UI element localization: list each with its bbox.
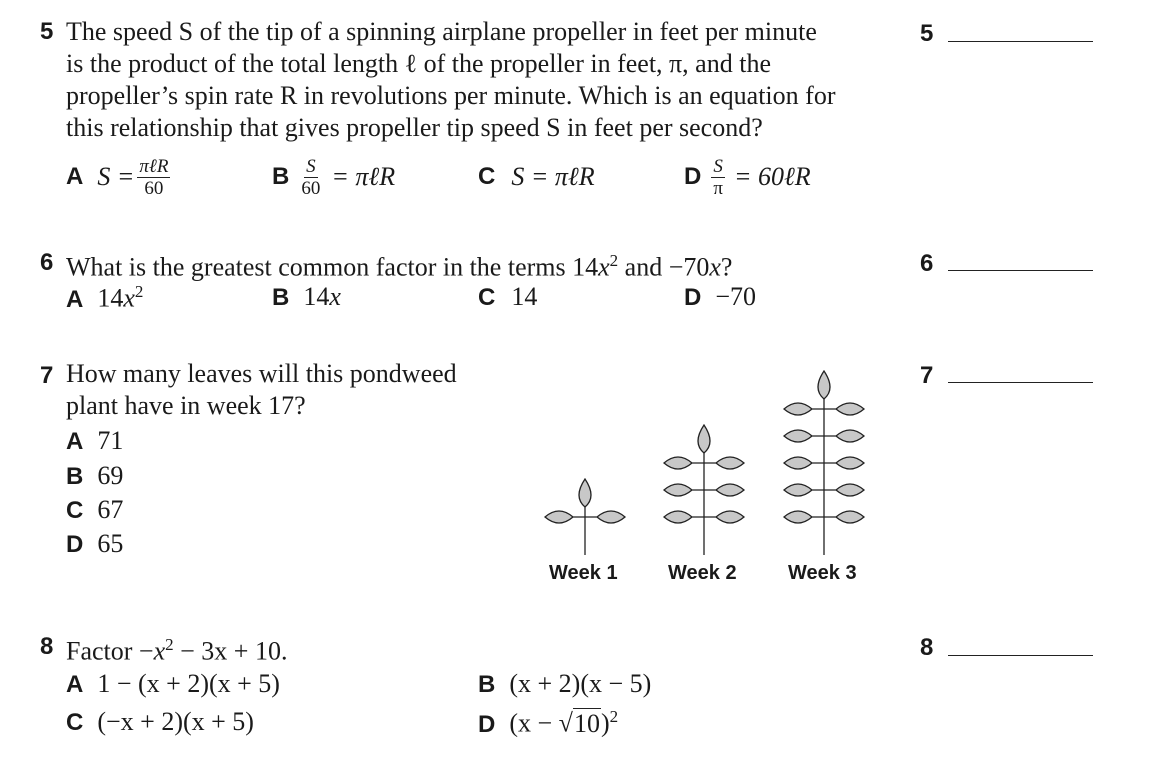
choice-letter: C — [66, 497, 84, 524]
question-6-var-1: x — [598, 252, 610, 282]
leaf-left — [664, 484, 704, 496]
fraction-denominator: 60 — [301, 177, 321, 199]
leaf-left — [784, 403, 824, 415]
choice-5a-fraction — [137, 156, 170, 199]
choice-8d-radicand: 10 — [573, 708, 600, 738]
answer-label-7: 7 — [920, 362, 934, 389]
week-1-label: Week 1 — [549, 562, 618, 584]
question-6-text-before: What is the greatest common factor in the terms 14 — [66, 252, 599, 282]
choice-8a[interactable] — [66, 669, 280, 699]
question-7-text — [66, 358, 506, 422]
choice-7d[interactable] — [66, 529, 123, 559]
choice-5b-fraction — [299, 156, 322, 199]
choice-letter: D — [684, 163, 702, 190]
answer-line-5[interactable] — [948, 41, 1093, 42]
answer-line-7[interactable] — [948, 382, 1093, 383]
choice-letter: D — [66, 531, 84, 558]
choice-letter: B — [478, 671, 496, 698]
leaf-top — [579, 479, 591, 507]
leaf-right — [704, 457, 744, 469]
choice-5a[interactable] — [66, 155, 173, 199]
choice-5c-text: S = πℓR — [511, 162, 595, 191]
choice-7a-text: 71 — [97, 426, 124, 455]
choice-8d-exp: 2 — [609, 707, 619, 726]
choice-6b[interactable] — [272, 282, 341, 312]
leaf-left — [784, 430, 824, 442]
fraction-numerator: S — [306, 155, 316, 177]
sqrt-sign-icon: √ — [558, 708, 573, 738]
leaf-left — [664, 457, 704, 469]
question-8-var: x — [153, 636, 166, 666]
answer-line-6[interactable] — [948, 270, 1093, 271]
answer-label-6: 6 — [920, 250, 934, 277]
choice-letter: A — [66, 428, 84, 455]
choice-letter: C — [66, 709, 84, 736]
choice-5a-lhs: S = — [97, 162, 135, 191]
choice-6b-text — [303, 282, 341, 312]
answer-label-5: 5 — [920, 20, 934, 47]
choice-8b-text: (x + 2)(x − 5) — [509, 669, 652, 698]
choice-letter: C — [478, 163, 496, 190]
question-6-text-mid: and −70 — [618, 252, 710, 282]
answer-label-8: 8 — [920, 634, 934, 661]
choice-6b-var: x — [329, 282, 341, 311]
leaf-right — [704, 484, 744, 496]
choice-6a-text — [97, 282, 143, 314]
choice-5d[interactable] — [684, 155, 811, 199]
fraction-numerator: S — [713, 155, 723, 177]
choice-6c-text: 14 — [511, 282, 538, 311]
choice-5b[interactable] — [272, 155, 395, 199]
leaf-left — [784, 511, 824, 523]
choice-6a[interactable] — [66, 282, 143, 314]
choice-5d-rhs: = 60ℓR — [733, 162, 811, 191]
leaf-left — [784, 457, 824, 469]
pondweed-figure — [530, 355, 890, 595]
week-2-label: Week 2 — [668, 562, 737, 584]
choice-7b-text: 69 — [97, 461, 124, 490]
question-6-number: 6 — [40, 249, 54, 276]
choice-letter: D — [684, 284, 702, 311]
choice-letter: B — [66, 463, 84, 490]
question-8-text — [66, 629, 287, 668]
choice-8c[interactable] — [66, 707, 254, 737]
leaf-left — [784, 484, 824, 496]
choice-8d-text — [509, 707, 618, 739]
choice-8d[interactable] — [478, 707, 618, 739]
fraction-numerator: πℓR — [139, 155, 169, 177]
question-7-line-1: How many leaves will this pondweed — [66, 359, 457, 388]
leaf-right — [824, 430, 864, 442]
choice-8d-post: ) — [600, 708, 610, 738]
choice-7c-text: 67 — [97, 495, 124, 524]
choice-6c[interactable] — [478, 282, 537, 312]
choice-letter: A — [66, 163, 84, 190]
choice-5c[interactable] — [478, 155, 595, 199]
question-6-exponent: 2 — [609, 251, 619, 270]
choice-letter: D — [478, 710, 496, 738]
leaf-right — [824, 457, 864, 469]
question-5-line-1: The speed S of the tip of a spinning airplane propeller in feet per minute — [66, 17, 817, 46]
question-5-text — [66, 16, 896, 144]
choice-6a-exp: 2 — [134, 282, 144, 301]
pondweed-week-3 — [784, 371, 864, 555]
pondweed-week-2 — [664, 425, 744, 555]
leaf-right — [824, 511, 864, 523]
question-8-prompt-end: − 3x + 10. — [173, 636, 288, 666]
leaf-left — [664, 511, 704, 523]
question-6-text-end: ? — [720, 252, 733, 282]
choice-letter: C — [478, 284, 496, 311]
answer-line-8[interactable] — [948, 655, 1093, 656]
leaf-left — [545, 511, 585, 523]
choice-7c[interactable] — [66, 495, 123, 525]
choice-letter: A — [66, 285, 84, 313]
question-7-number: 7 — [40, 362, 54, 389]
choice-8a-text: 1 − (x + 2)(x + 5) — [97, 669, 280, 698]
leaf-right — [704, 511, 744, 523]
choice-6d[interactable] — [684, 282, 756, 312]
leaf-top — [818, 371, 830, 399]
question-8-number: 8 — [40, 633, 54, 660]
question-8-prompt-start: Factor − — [66, 636, 154, 666]
choice-8d-pre: (x − — [509, 708, 559, 738]
question-6-text — [66, 245, 732, 284]
pondweed-week-1 — [545, 479, 625, 555]
question-5-number: 5 — [40, 18, 54, 45]
question-5-line-4: this relationship that gives propeller tip speed S in feet per second? — [66, 113, 763, 142]
leaf-right — [824, 484, 864, 496]
leaf-right — [585, 511, 625, 523]
question-7-line-2: plant have in week 17? — [66, 391, 306, 420]
choice-6b-coef: 14 — [303, 282, 330, 311]
choice-7b[interactable] — [66, 461, 123, 491]
week-3-label: Week 3 — [788, 562, 857, 584]
choice-8c-text: (−x + 2)(x + 5) — [97, 707, 254, 736]
question-6-var-2: x — [709, 252, 721, 282]
choice-letter: B — [272, 284, 290, 311]
question-8-exponent: 2 — [165, 635, 174, 654]
fraction-denominator: π — [713, 177, 723, 199]
choice-letter: B — [272, 163, 290, 190]
choice-5d-fraction — [711, 156, 725, 199]
question-5-line-2: is the product of the total length ℓ of the propeller in feet, π, and the — [66, 49, 771, 78]
choice-7a[interactable] — [66, 426, 123, 456]
leaf-top — [698, 425, 710, 453]
choice-6a-coef: 14 — [97, 283, 124, 313]
choice-7d-text: 65 — [97, 529, 124, 558]
choice-5b-rhs: = πℓR — [331, 162, 396, 191]
question-5-line-3: propeller’s spin rate R in revolutions per minute. Which is an equation for — [66, 81, 836, 110]
choice-6d-text: −70 — [715, 282, 757, 311]
choice-8b[interactable] — [478, 669, 651, 699]
leaf-right — [824, 403, 864, 415]
choice-6a-var: x — [123, 283, 135, 313]
fraction-denominator: 60 — [144, 177, 164, 199]
choice-letter: A — [66, 671, 84, 698]
